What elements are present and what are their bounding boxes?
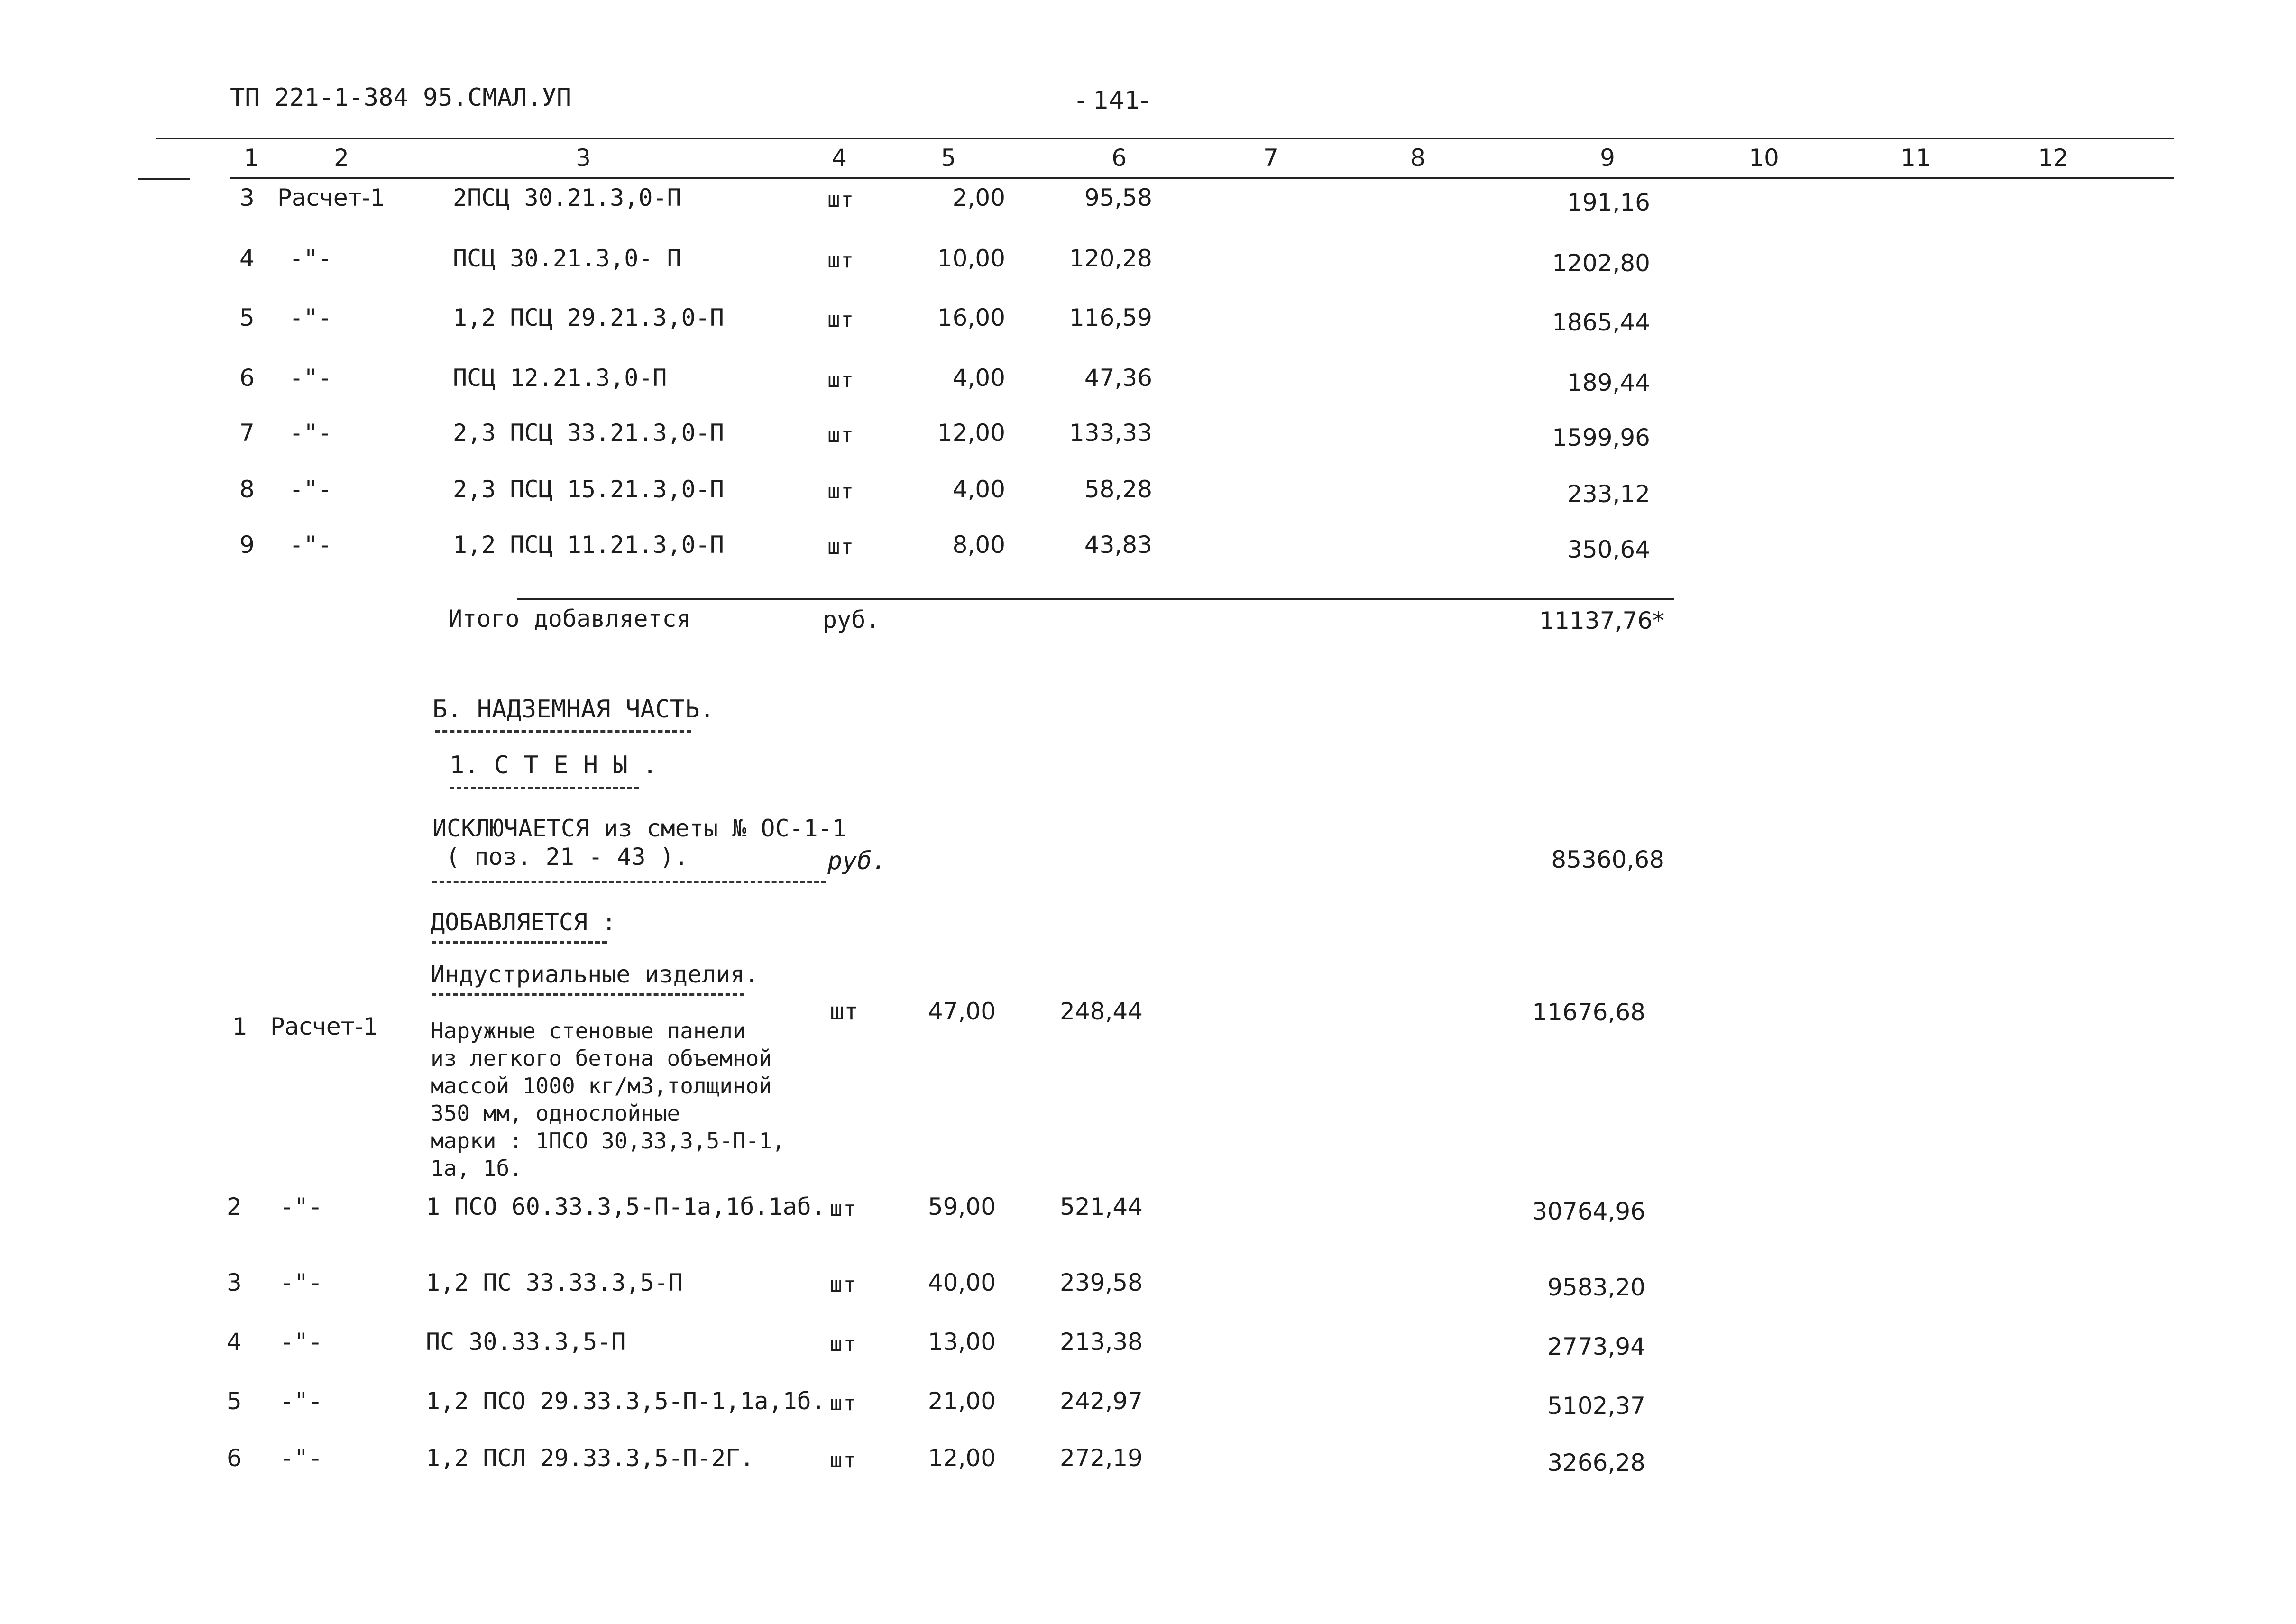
row-price: 95,58: [1084, 184, 1152, 211]
row-unit: шт: [827, 423, 854, 447]
row-number: 5: [239, 304, 255, 331]
subtotal-total: 11137,76*: [1539, 607, 1664, 634]
section-b-title: Б. НАДЗЕМНАЯ ЧАСТЬ.: [432, 695, 715, 724]
row-number: 7: [239, 419, 255, 447]
added-label: ДОБАВЛЯЕТСЯ :: [431, 908, 616, 936]
column-number-9: 9: [1600, 144, 1615, 172]
row-unit: шт: [827, 535, 854, 559]
row-qty: 16,00: [937, 304, 1005, 331]
row-qty: 12,00: [928, 1444, 996, 1472]
row-item: 1,2 ПС 33.33.3,5-П: [426, 1269, 683, 1296]
row-item: 2,3 ПСЦ 33.21.3,0-П: [453, 419, 724, 447]
row-price: 239,58: [1060, 1269, 1143, 1296]
excluded-line-2: ( поз. 21 - 43 ).: [446, 843, 689, 871]
industrial-underline: [432, 993, 744, 996]
row-number: 8: [239, 476, 255, 503]
row-unit: шт: [827, 188, 854, 212]
b1-unit: шт: [830, 998, 859, 1025]
row-calc: Расчет-1: [277, 184, 386, 211]
row-calc: -"-: [280, 1269, 323, 1296]
row-number: 3: [239, 184, 255, 211]
row-qty: 12,00: [937, 419, 1005, 447]
b1-price: 248,44: [1060, 998, 1143, 1025]
row-qty: 10,00: [937, 245, 1005, 272]
row-item: 2,3 ПСЦ 15.21.3,0-П: [453, 476, 724, 503]
row-price: 43,83: [1084, 531, 1152, 559]
row-calc: -"-: [289, 304, 332, 331]
row-item: 1,2 ПСЦ 29.21.3,0-П: [453, 304, 724, 331]
column-number-1: 1: [244, 144, 259, 172]
row-qty: 59,00: [928, 1193, 996, 1220]
industrial-label: Индустриальные изделия.: [431, 961, 759, 988]
row-number: 3: [227, 1269, 242, 1296]
document-code: ТП 221-1-384 95.СМАЛ.УП: [230, 83, 572, 112]
row-total: 1202,80: [1552, 249, 1650, 277]
row-total: 1865,44: [1552, 309, 1650, 336]
row-total: 1599,96: [1552, 424, 1650, 451]
row-unit: шт: [830, 1448, 857, 1472]
row-unit: шт: [830, 1197, 857, 1221]
b1-description-line: марки : 1ПСО 30,33,3,5-П-1,: [431, 1128, 785, 1154]
subtotal-label: Итого добавляется: [448, 605, 691, 633]
row-qty: 4,00: [952, 476, 1005, 503]
column-number-10: 10: [1749, 144, 1779, 172]
row-qty: 13,00: [928, 1328, 996, 1356]
row-total: 30764,96: [1532, 1198, 1645, 1225]
row-unit: шт: [827, 308, 854, 332]
row-total: 9583,20: [1547, 1274, 1645, 1301]
row-total: 350,64: [1567, 536, 1650, 563]
column-number-11: 11: [1901, 144, 1931, 172]
row-qty: 40,00: [928, 1269, 996, 1296]
row-total: 2773,94: [1547, 1333, 1645, 1360]
added-underline: [432, 941, 607, 944]
b1-description-line: массой 1000 кг/м3,толщиной: [431, 1073, 772, 1099]
row-unit: шт: [830, 1391, 857, 1415]
row-number: 4: [227, 1328, 242, 1356]
row-unit: шт: [830, 1273, 857, 1297]
row-number: 4: [239, 245, 255, 272]
excluded-underline: [432, 881, 826, 883]
row-item: ПСЦ 30.21.3,0- П: [453, 245, 681, 272]
b1-description-line: Наружные стеновые панели: [431, 1018, 746, 1044]
column-number-5: 5: [941, 144, 956, 172]
row-item: 2ПСЦ 30.21.3,0-П: [453, 184, 681, 211]
row-number: 6: [239, 364, 255, 392]
excluded-line-1: ИСКЛЮЧАЕТСЯ из сметы № ОС-1-1: [432, 815, 846, 842]
row-price: 272,19: [1060, 1444, 1143, 1472]
header-bottom-rule: [230, 177, 2174, 179]
b1-description: [431, 1017, 785, 1182]
row-price: 213,38: [1060, 1328, 1143, 1356]
subtotal-rule: [517, 598, 1674, 600]
column-number-7: 7: [1263, 144, 1278, 172]
row-calc: -"-: [280, 1193, 323, 1220]
excluded-total: 85360,68: [1551, 846, 1664, 873]
row-unit: шт: [830, 1332, 857, 1356]
section-b-subtitle: 1. С Т Е Н Ы .: [450, 751, 658, 780]
row-calc: -"-: [280, 1387, 323, 1415]
row-price: 521,44: [1060, 1193, 1143, 1220]
row-price: 242,97: [1060, 1387, 1143, 1415]
row-calc: -"-: [289, 245, 332, 272]
b1-total: 11676,68: [1532, 999, 1645, 1026]
row-unit: шт: [827, 368, 854, 392]
row-qty: 21,00: [928, 1387, 996, 1415]
row-price: 120,28: [1069, 245, 1152, 272]
row-calc: -"-: [289, 531, 332, 559]
row-number: 6: [227, 1444, 242, 1472]
row-calc: -"-: [289, 476, 332, 503]
column-number-3: 3: [576, 144, 591, 172]
row-item: 1,2 ПСО 29.33.3,5-П-1,1а,1б.: [426, 1387, 826, 1415]
page-number: - 141-: [1076, 86, 1149, 115]
row-total: 233,12: [1567, 480, 1650, 508]
column-number-6: 6: [1111, 144, 1127, 172]
row-qty: 8,00: [952, 531, 1005, 559]
row-calc: -"-: [280, 1328, 323, 1356]
row-number: 5: [227, 1387, 242, 1415]
row-total: 3266,28: [1547, 1449, 1645, 1477]
header-top-rule: [156, 138, 2174, 139]
header-left-stub: [138, 178, 190, 180]
b1-description-line: из легкого бетона объемной: [431, 1046, 772, 1071]
row-price: 47,36: [1084, 364, 1152, 392]
subtotal-unit: руб.: [823, 606, 880, 633]
row-unit: шт: [827, 479, 854, 504]
b1-description-line: 350 мм, однослойные: [431, 1101, 680, 1126]
row-calc: -"-: [289, 419, 332, 447]
column-number-2: 2: [334, 144, 349, 172]
b1-description-line: 1а, 1б.: [431, 1156, 523, 1181]
row-qty: 4,00: [952, 364, 1005, 392]
row-item: ПС 30.33.3,5-П: [426, 1328, 626, 1356]
row-number: 2: [227, 1193, 242, 1220]
row-unit: шт: [827, 248, 854, 273]
row-item: ПСЦ 12.21.3,0-П: [453, 364, 667, 392]
column-number-12: 12: [2038, 144, 2068, 172]
row-total: 191,16: [1567, 189, 1650, 216]
row-price: 58,28: [1084, 476, 1152, 503]
row-total: 189,44: [1567, 369, 1650, 396]
section-b-subtitle-underline: [450, 787, 639, 789]
b1-qty: 47,00: [928, 998, 996, 1025]
column-number-4: 4: [832, 144, 847, 172]
excluded-unit: руб.: [827, 847, 887, 875]
row-item: 1,2 ПСЛ 29.33.3,5-П-2Г.: [426, 1444, 754, 1472]
row-item: 1,2 ПСЦ 11.21.3,0-П: [453, 531, 724, 559]
row-calc: -"-: [289, 364, 332, 392]
b1-calc: Расчет-1: [270, 1013, 378, 1040]
row-qty: 2,00: [952, 184, 1005, 211]
row-calc: -"-: [280, 1444, 323, 1472]
column-number-8: 8: [1410, 144, 1425, 172]
b1-number: 1: [232, 1013, 248, 1040]
row-number: 9: [239, 531, 255, 559]
row-price: 116,59: [1069, 304, 1152, 331]
row-price: 133,33: [1069, 419, 1152, 447]
section-b-title-underline: [435, 730, 691, 733]
row-total: 5102,37: [1547, 1392, 1645, 1420]
row-item: 1 ПСО 60.33.3,5-П-1а,1б.1аб.: [426, 1193, 826, 1220]
